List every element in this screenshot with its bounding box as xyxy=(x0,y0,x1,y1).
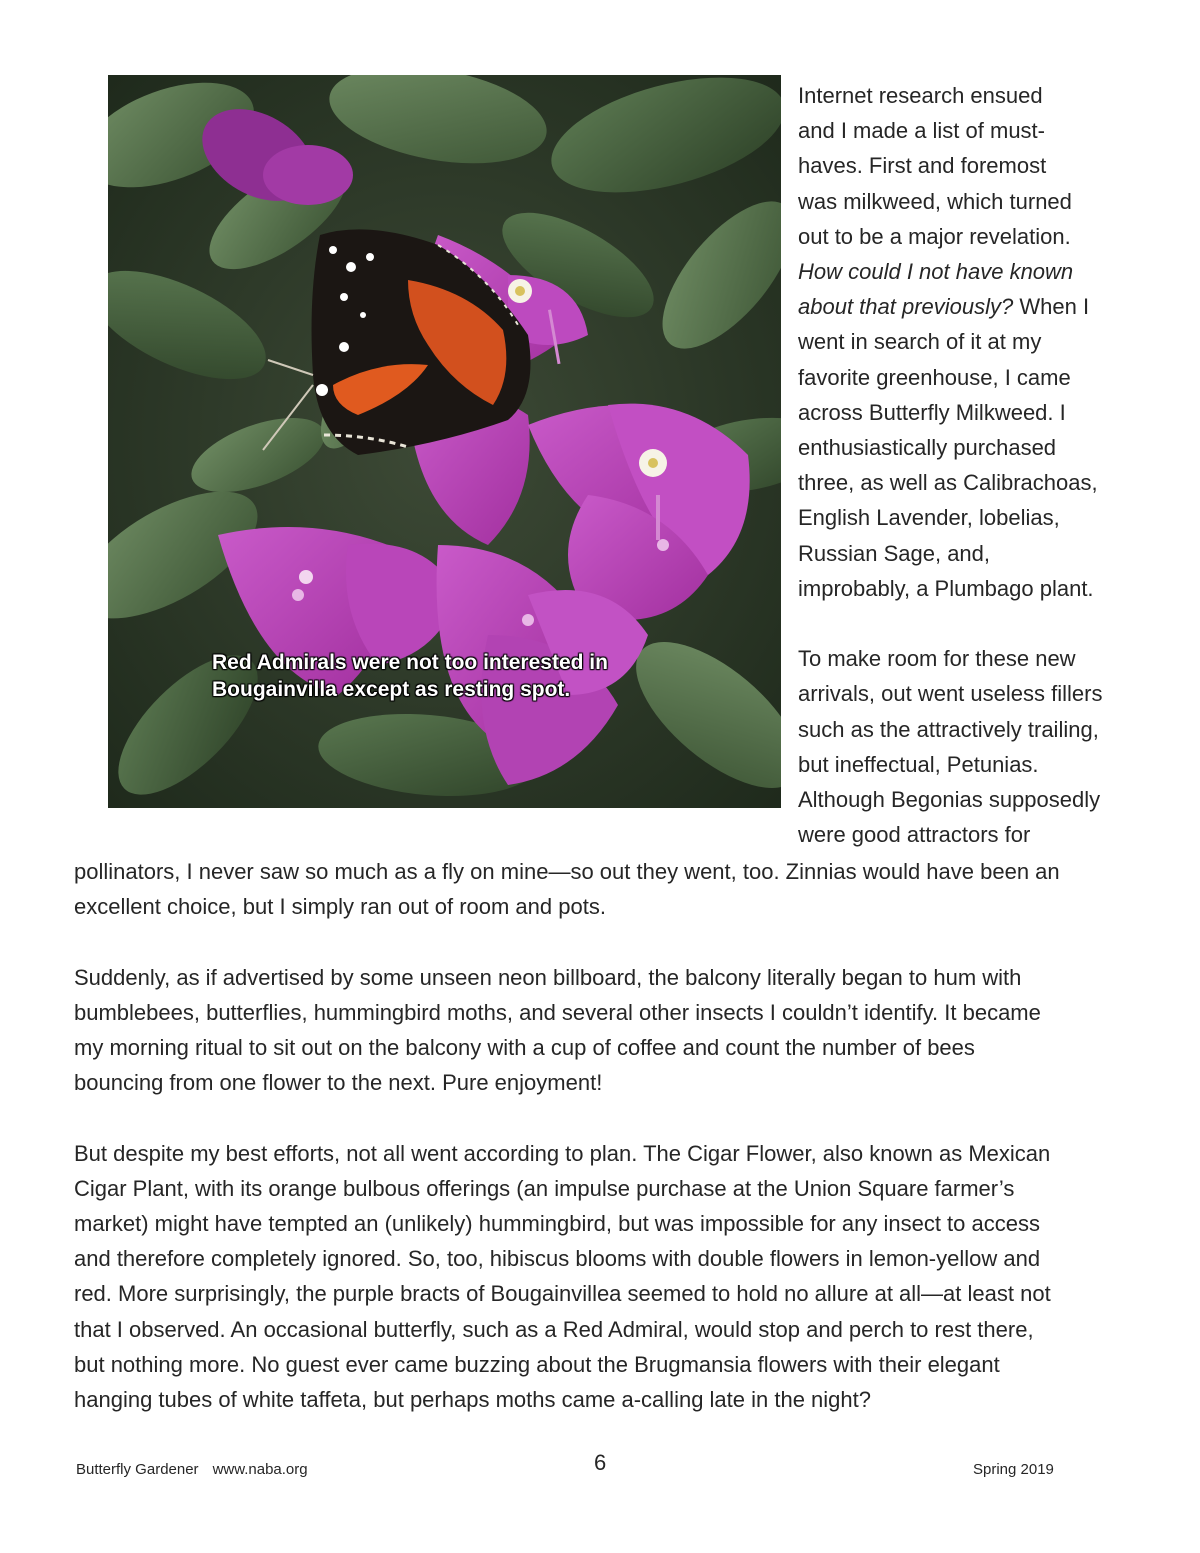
side-paragraph-1 xyxy=(798,78,1138,606)
side-paragraph-1-start: Internet research ensued and I made a list of must- haves. First and foremost was milkweed, which turned out to be a major revelation. xyxy=(798,83,1072,249)
issue-date: Spring 2019 xyxy=(973,1461,1054,1478)
bougainvillea-butterfly-photo xyxy=(108,75,781,808)
main-body-text xyxy=(74,854,1144,1417)
caption-line-2: Bougainvilla except as resting spot. xyxy=(212,678,571,701)
footer-left xyxy=(76,1461,308,1478)
photo-caption xyxy=(212,649,732,703)
body-paragraph-2: Suddenly, as if advertised by some unseen neon billboard, the balcony literally began to hum with bumblebees, butterflies, hummingbird moths, and several other insects I couldn’t identify. It became my morning ritual to sit out on the balcony with a cup of coffee and count the number of bees bouncing from one flower to the next. Pure enjoyment! xyxy=(74,964,1041,1096)
page-number: 6 xyxy=(594,1450,607,1475)
body-paragraph-1: pollinators, I never saw so much as a fly on mine—so out they went, too. Zinnias would have been an excellent choice, but I simply ran out of room and pots. xyxy=(74,859,1060,920)
side-paragraph-1-italic: How could I not have known about that previously? xyxy=(798,259,1074,320)
side-column-text xyxy=(798,78,1138,852)
side-paragraph-2: To make room for these new arrivals, out went useless fillers such as the attractively trailing, but ineffectual, Petunias. Although Begonias supposedly were good attractors for xyxy=(798,646,1103,848)
body-paragraph-3: But despite my best efforts, not all went according to plan. The Cigar Flower, also known as Mexican Cigar Plant, with its orange bulbous offerings (an impulse purchase at the Union Square farmer’s market) might have tempted an (unlikely) hummingbird, but was impossible for any insect to access and therefore completely ignored. So, too, hibiscus blooms with double flowers in lemon-yellow and red. More surprisingly, the purple bracts of Bougainvillea seemed to hold no allure at all—at least not that I observed. An occasional butterfly, such as a Red Admiral, would stop and perch to rest there, but nothing more. No guest ever came buzzing about the Brugmansia flowers with their elegant hanging tubes of white taffeta, but perhaps moths came a-calling late in the night? xyxy=(74,1140,1051,1413)
publication-name: Butterfly Gardener xyxy=(76,1461,199,1478)
website-link[interactable]: www.naba.org xyxy=(212,1461,308,1478)
caption-line-1: Red Admirals were not too interested in xyxy=(212,651,608,674)
side-paragraph-1-end: When I went in search of it at my favorite greenhouse, I came across Butterfly Milkweed. I enthusiastically purchased three, as well as Calibrachoas, English Lavender, lobelias, Russian Sage, and, improbably, a Plumbago plant. xyxy=(798,294,1098,601)
